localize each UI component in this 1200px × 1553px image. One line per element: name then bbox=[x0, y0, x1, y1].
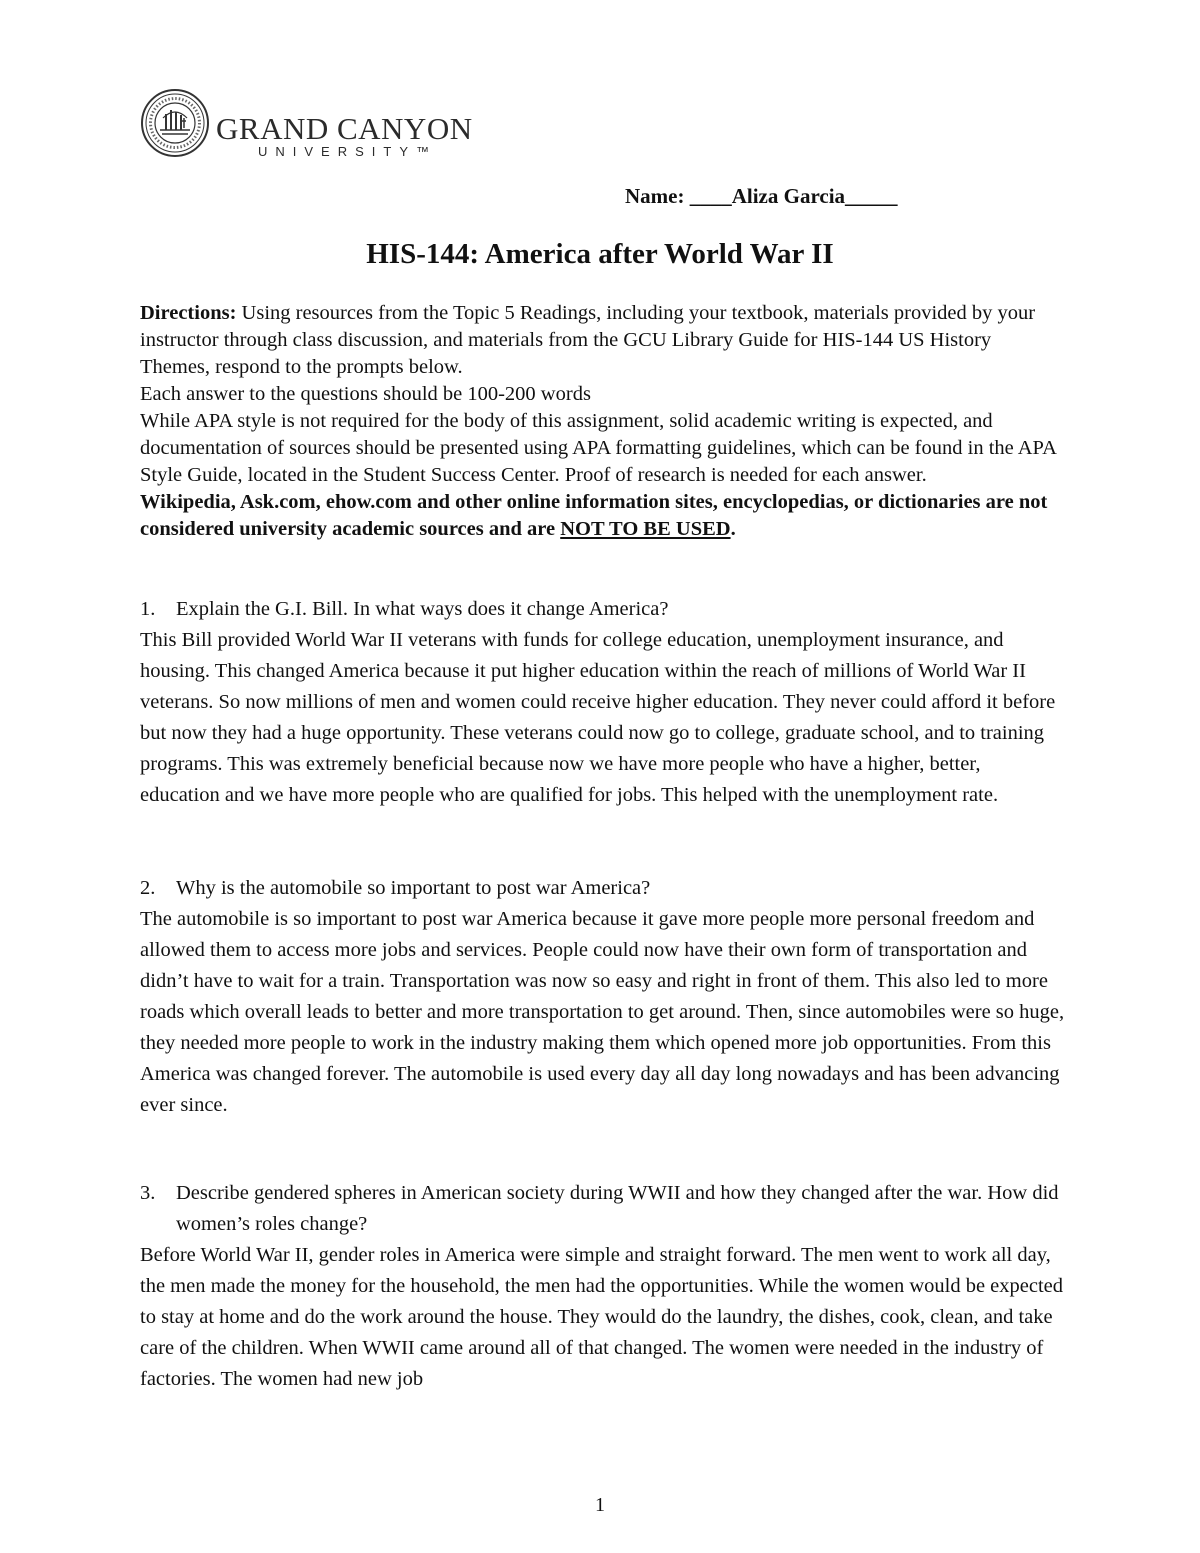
logo-subtitle: UNIVERSITY™ bbox=[258, 144, 438, 159]
directions-label: Directions: bbox=[140, 302, 237, 324]
sources-warning bbox=[140, 489, 1065, 543]
directions-intro-text: Using resources from the Topic 5 Readings, including your textbook, materials provided by your instructor through class discussion, and materials from the GCU Library Guide for HIS-144 US History Themes, respond to the prompts below. bbox=[140, 302, 1036, 378]
question-prompt: Why is the automobile so important to post war America? bbox=[176, 877, 651, 899]
answer-text: The automobile is so important to post war America because it gave more people more personal freedom and allowed them to access more jobs and services. People could now have their own form of transportation and didn’t have to wait for a train. Transportation was now so easy and right in front of them. This also led to more roads which overall leads to better and more transportation to get around. Then, since automobiles were so huge, they needed more people to work in the industry making them which opened more job opportunities. From this America was changed forever. The automobile is used every day all day long nowadays and has been advancing ever since. bbox=[140, 908, 1065, 1116]
student-name-line: Name: ____Aliza Garcia_____ bbox=[625, 184, 898, 208]
question-2 bbox=[140, 873, 1065, 1121]
question-prompt: Describe gendered spheres in American society during WWII and how they changed after the war. How did women’s roles change? bbox=[176, 1182, 1059, 1235]
directions-intro bbox=[140, 300, 1065, 381]
sources-warning-emphasis: NOT TO BE USED bbox=[560, 518, 731, 540]
directions-section bbox=[140, 300, 1065, 543]
question-number: 2. bbox=[140, 877, 156, 899]
directions-word-count: Each answer to the questions should be 100-200 words bbox=[140, 383, 591, 405]
answer-text: This Bill provided World War II veterans with funds for college education, unemployment insurance, and housing. This changed America because it put higher education within the reach of millions of World War II veterans. So now millions of men and women could receive higher education. They never could afford it before but now they had a huge opportunity. These veterans could now go to college, graduate school, and to training programs. This was extremely beneficial because now we have more people who have a higher, better, education and we have more people who are qualified for jobs. This helped with the unemployment rate. bbox=[140, 629, 1056, 806]
sources-warning-end: . bbox=[730, 518, 736, 540]
question-prompt: Explain the G.I. Bill. In what ways does it change America? bbox=[176, 598, 669, 620]
page-number: 1 bbox=[595, 1494, 605, 1516]
question-number: 1. bbox=[140, 598, 156, 620]
sources-warning-text: Wikipedia, Ask.com, ehow.com and other online information sites, encyclopedias, or dictionaries are not considered university academic sources and are bbox=[140, 491, 1048, 540]
directions-apa: While APA style is not required for the body of this assignment, solid academic writing is expected, and documentation of sources should be presented using APA formatting guidelines, which can be found in the APA Style Guide, located in the Student Success Center. Proof of research is needed for each answer. bbox=[140, 410, 1056, 486]
question-number: 3. bbox=[140, 1182, 156, 1204]
question-3 bbox=[140, 1178, 1065, 1395]
university-seal-icon bbox=[140, 88, 210, 158]
question-1 bbox=[140, 594, 1065, 811]
answer-text: Before World War II, gender roles in America were simple and straight forward. The men went to work all day, the men made the money for the household, the men had the opportunities. While the women would be expected to stay at home and do the work around the house. They would do the laundry, the dishes, cook, clean, and take care of the children. When WWII came around all of that changed. The women were needed in the industry of factories. The women had new job bbox=[140, 1244, 1064, 1390]
logo-wordmark: GRAND CANYON bbox=[216, 111, 473, 146]
page-title: HIS-144: America after World War II bbox=[366, 238, 834, 270]
